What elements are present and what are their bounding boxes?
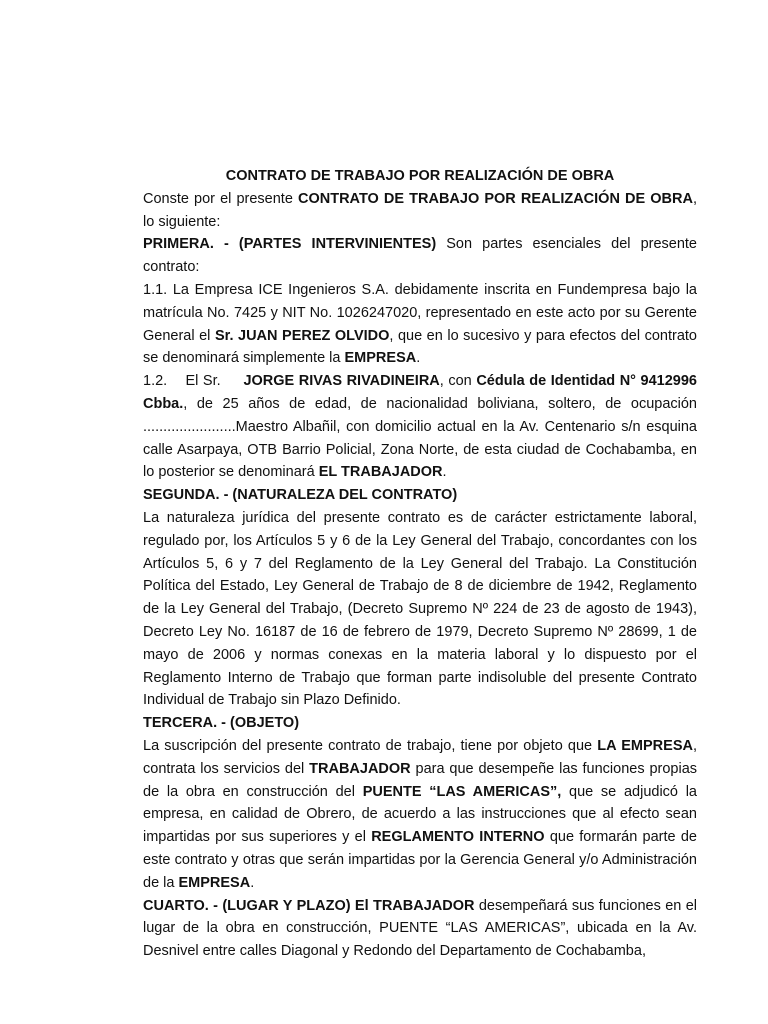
empresa-term: EMPRESA <box>344 350 417 367</box>
tercera-text-i: que formarán parte de este contrato y otras que serán impartidas por la Gerencia General y/o Administración de la <box>143 829 697 891</box>
tercera-text-a: La suscripción del presente contrato de trabajo, tiene por objeto que <box>143 737 598 754</box>
worker-name: JORGE RIVAS RIVADINEIRA <box>243 373 440 390</box>
clause-1-2-text-3: , de 25 años de edad, de nacionalidad boliviana, soltero, de ocupación .......................Maestro Albañil, con domicilio actual en la Av. Centenario s/n esquina calle Asarpaya, OTB Barrio Policial, Zona Norte, de esta ciudad de Cochabamba, en lo posterior se denominará <box>143 395 697 481</box>
tercera-trabajador: TRABAJADOR <box>309 760 411 777</box>
clause-1-2-text: 1.2. El Sr. <box>143 373 244 390</box>
clause-1-1-text-2: , que en lo sucesivo y para efectos del contrato se denominará simplemente la <box>143 327 697 367</box>
clause-tercera-text <box>143 735 697 895</box>
clause-1-2-end: . <box>442 464 447 481</box>
tercera-text-g: que se adjudicó la empresa, en calidad de Obrero, de acuerdo a las instrucciones que al efecto sean impartidas por sus superiores y el <box>143 783 697 846</box>
worker-id: Cédula de Identidad N° 9412996 Cbba. <box>143 373 697 412</box>
intro-paragraph <box>143 188 697 234</box>
tercera-text-e: para que desempeñe las funciones propias de la obra en construcción del <box>143 760 698 800</box>
tercera-text-c: , contrata los servicios del <box>143 737 697 777</box>
clause-cuarto <box>143 895 697 963</box>
tercera-puente: PUENTE “LAS AMERICAS”, <box>362 783 562 800</box>
document-title: CONTRATO DE TRABAJO POR REALIZACIÓN DE OBRA <box>225 168 615 184</box>
manager-name: Sr. JUAN PEREZ OLVIDO <box>214 327 390 344</box>
intro-contract-name: CONTRATO DE TRABAJO POR REALIZACIÓN DE OBRA <box>298 190 693 207</box>
clause-1-2 <box>143 370 697 484</box>
clause-tercera-heading: TERCERA. - (OBJETO) <box>143 715 300 732</box>
clause-1-1-text: 1.1. La Empresa ICE Ingenieros S.A. debidamente inscrita en Fundempresa bajo la matrícula No. 7425 y NIT No. 1026247020, representado en este acto por su Gerente General el <box>143 281 697 344</box>
intro-text-end: , lo siguiente: <box>143 190 697 230</box>
tercera-reglamento: REGLAMENTO INTERNO <box>371 829 545 846</box>
clause-segunda-heading: SEGUNDA. - (NATURALEZA DEL CONTRATO) <box>143 487 458 504</box>
clause-1-1-end: . <box>416 350 421 367</box>
intro-text: Conste por el presente <box>143 190 298 207</box>
tercera-end: . <box>250 874 255 891</box>
clause-1-1 <box>143 279 697 370</box>
clause-primera-heading: PRIMERA. - (PARTES INTERVINIENTES) <box>143 236 437 253</box>
tercera-empresa: EMPRESA <box>178 874 251 891</box>
clause-primera <box>143 233 697 279</box>
tercera-la-empresa: LA EMPRESA <box>597 737 693 754</box>
clause-cuarto-heading: CUARTO. - (LUGAR Y PLAZO) El TRABAJADOR <box>143 897 475 914</box>
clause-segunda-text: La naturaleza jurídica del presente contrato es de carácter estrictamente laboral, regulado por, los Artículos 5 y 6 de la Ley General del Trabajo, concordantes con los Artículos 5, 6 y 7 del Reglamento de la Ley General del Trabajo. La Constitución Política del Estado, Ley General de Trabajo de 8 de diciembre de 1942, Reglamento de la Ley General del Trabajo, (Decreto Supremo Nº 224 de 23 de agosto de 1943), Decreto Ley No. 16187 de 16 de febrero de 1979, Decreto Supremo Nº 28699, 1 de mayo de 2006 y normas conexas en la materia laboral y lo dispuesto por el Reglamento Interno de Trabajo que forman parte indisoluble del presente Contrato Individual de Trabajo sin Plazo Definido. <box>143 509 697 709</box>
clause-primera-text: Son partes esenciales del presente contrato: <box>143 236 697 276</box>
contract-page <box>143 165 697 963</box>
trabajador-term: EL TRABAJADOR <box>318 464 443 481</box>
clause-cuarto-text: desempeñará sus funciones en el lugar de la obra en construcción, PUENTE “LAS AMERICAS”, ubicada en la Av. Desnivel entre calles Diagonal y Redondo del Departamento de Cochabamba, <box>143 897 697 960</box>
clause-1-2-text-2: , con <box>439 373 477 390</box>
